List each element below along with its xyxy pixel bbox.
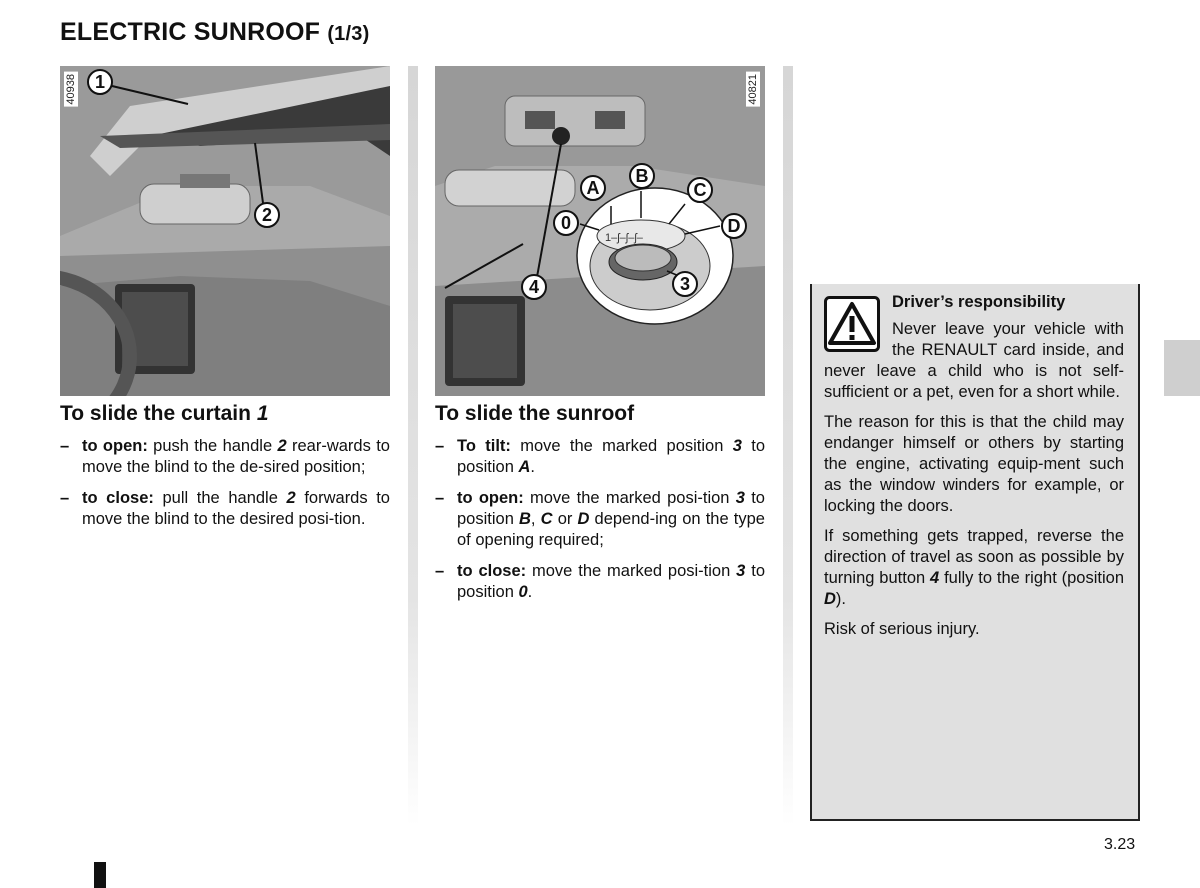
step-ref: B bbox=[519, 510, 531, 528]
callout-B: B bbox=[635, 166, 649, 186]
warning-text: If something gets trapped, reverse the direction of travel as soon as possible by turning button bbox=[824, 527, 1124, 587]
warning-paragraph: The reason for this is that the child may endanger himself or others by starting the engine, activating equip-ment such as the window winders for example, or locking the doors. bbox=[824, 413, 1124, 515]
step-text: . bbox=[530, 458, 535, 476]
warning-triangle-icon bbox=[824, 296, 880, 352]
svg-text:1‒ʃ‒ʃ‒ʃ‒: 1‒ʃ‒ʃ‒ʃ‒ bbox=[605, 232, 643, 244]
step-ref: 3 bbox=[736, 562, 746, 580]
callout-1: 1 bbox=[94, 72, 105, 92]
step-text: push the handle bbox=[153, 437, 273, 455]
warning-text: ). bbox=[835, 590, 847, 608]
step-label: to open: bbox=[457, 489, 524, 507]
step-ref: 2 bbox=[277, 437, 287, 455]
warning-ref: D bbox=[824, 590, 836, 608]
callout-0: 0 bbox=[560, 213, 571, 233]
warning-text: fully to the right (position bbox=[944, 569, 1124, 587]
callout-A: A bbox=[586, 178, 600, 198]
callout-2: 2 bbox=[261, 205, 272, 225]
page-title-text: ELECTRIC SUNROOF bbox=[60, 18, 321, 46]
warning-content bbox=[824, 292, 1124, 649]
step-ref: 3 bbox=[732, 437, 742, 455]
page-part: (1/3) bbox=[327, 23, 370, 45]
figure-code: 40821 bbox=[747, 74, 759, 105]
step-text: rear-wards to move the blind to the de-sired position; bbox=[82, 437, 390, 476]
curtain-steps bbox=[60, 436, 390, 540]
step-text: move the marked posi-tion bbox=[530, 489, 730, 507]
step-ref: 0 bbox=[518, 583, 528, 601]
chapter-tab bbox=[1164, 340, 1200, 396]
callout-3: 3 bbox=[679, 274, 690, 294]
list-item: – to close: pull the handle 2 forwards to move the blind to the desired posi-tion. bbox=[60, 489, 390, 528]
warning-ref: 4 bbox=[930, 569, 940, 587]
page-number: 3.23 bbox=[1104, 836, 1136, 853]
figure-code: 40938 bbox=[65, 74, 77, 105]
page-marker bbox=[94, 862, 106, 888]
curtain-illustration bbox=[60, 66, 390, 396]
curtain-heading bbox=[60, 402, 269, 426]
sunroof-illustration bbox=[435, 66, 765, 396]
step-ref: A bbox=[518, 458, 531, 476]
step-label: to close: bbox=[82, 489, 154, 507]
step-text: move the marked position bbox=[520, 437, 724, 455]
callout-C: C bbox=[693, 180, 707, 200]
step-text: or bbox=[557, 510, 573, 528]
list-item: – To tilt: move the marked position 3 to position A. bbox=[435, 437, 765, 476]
curtain-heading-ref: 1 bbox=[256, 402, 269, 425]
step-label: to close: bbox=[457, 562, 527, 580]
step-text: , bbox=[530, 510, 536, 528]
step-text: move the marked posi-tion bbox=[532, 562, 731, 580]
step-ref: C bbox=[540, 510, 553, 528]
list-item: – to close: move the marked posi-tion 3 to position 0. bbox=[435, 562, 765, 601]
list-item: – to open: push the handle 2 rear-wards to move the blind to the de-sired position; bbox=[60, 437, 390, 476]
callout-D: D bbox=[727, 216, 741, 236]
step-text: to position bbox=[457, 489, 765, 528]
step-ref: 2 bbox=[286, 489, 296, 507]
sunroof-drawing bbox=[435, 66, 765, 396]
warning-paragraph: Risk of serious injury. bbox=[824, 620, 980, 638]
step-text: forwards to move the blind to the desired posi-tion. bbox=[82, 489, 390, 528]
step-text: pull the handle bbox=[162, 489, 278, 507]
curtain-heading-text: To slide the curtain bbox=[60, 402, 251, 425]
step-ref: D bbox=[577, 510, 590, 528]
list-item: – to open: move the marked posi-tion 3 to position B, C or D depend-ing on the type of opening required; bbox=[435, 489, 765, 549]
warning-heading: Driver’s responsibility bbox=[892, 293, 1066, 311]
step-text: depend-ing on the type of opening required; bbox=[457, 510, 765, 549]
warning-paragraph: Never leave your vehicle with the RENAULT card inside, and never leave a child who is not self-sufficient or a pet, even for a short while. bbox=[824, 320, 1124, 401]
page-title bbox=[60, 18, 369, 47]
step-text: to position bbox=[457, 437, 765, 476]
warning-paragraph bbox=[824, 526, 1124, 610]
step-text: to position bbox=[457, 562, 765, 601]
step-label: To tilt: bbox=[457, 437, 511, 455]
step-label: to open: bbox=[82, 437, 148, 455]
curtain-drawing bbox=[60, 66, 390, 396]
step-ref: 3 bbox=[735, 489, 745, 507]
callout-4: 4 bbox=[528, 277, 539, 297]
sunroof-heading: To slide the sunroof bbox=[435, 402, 635, 425]
column-divider bbox=[783, 66, 793, 826]
column-divider bbox=[408, 66, 418, 826]
sunroof-steps bbox=[435, 436, 765, 613]
step-text: . bbox=[527, 583, 533, 601]
warning-box bbox=[810, 284, 1140, 821]
